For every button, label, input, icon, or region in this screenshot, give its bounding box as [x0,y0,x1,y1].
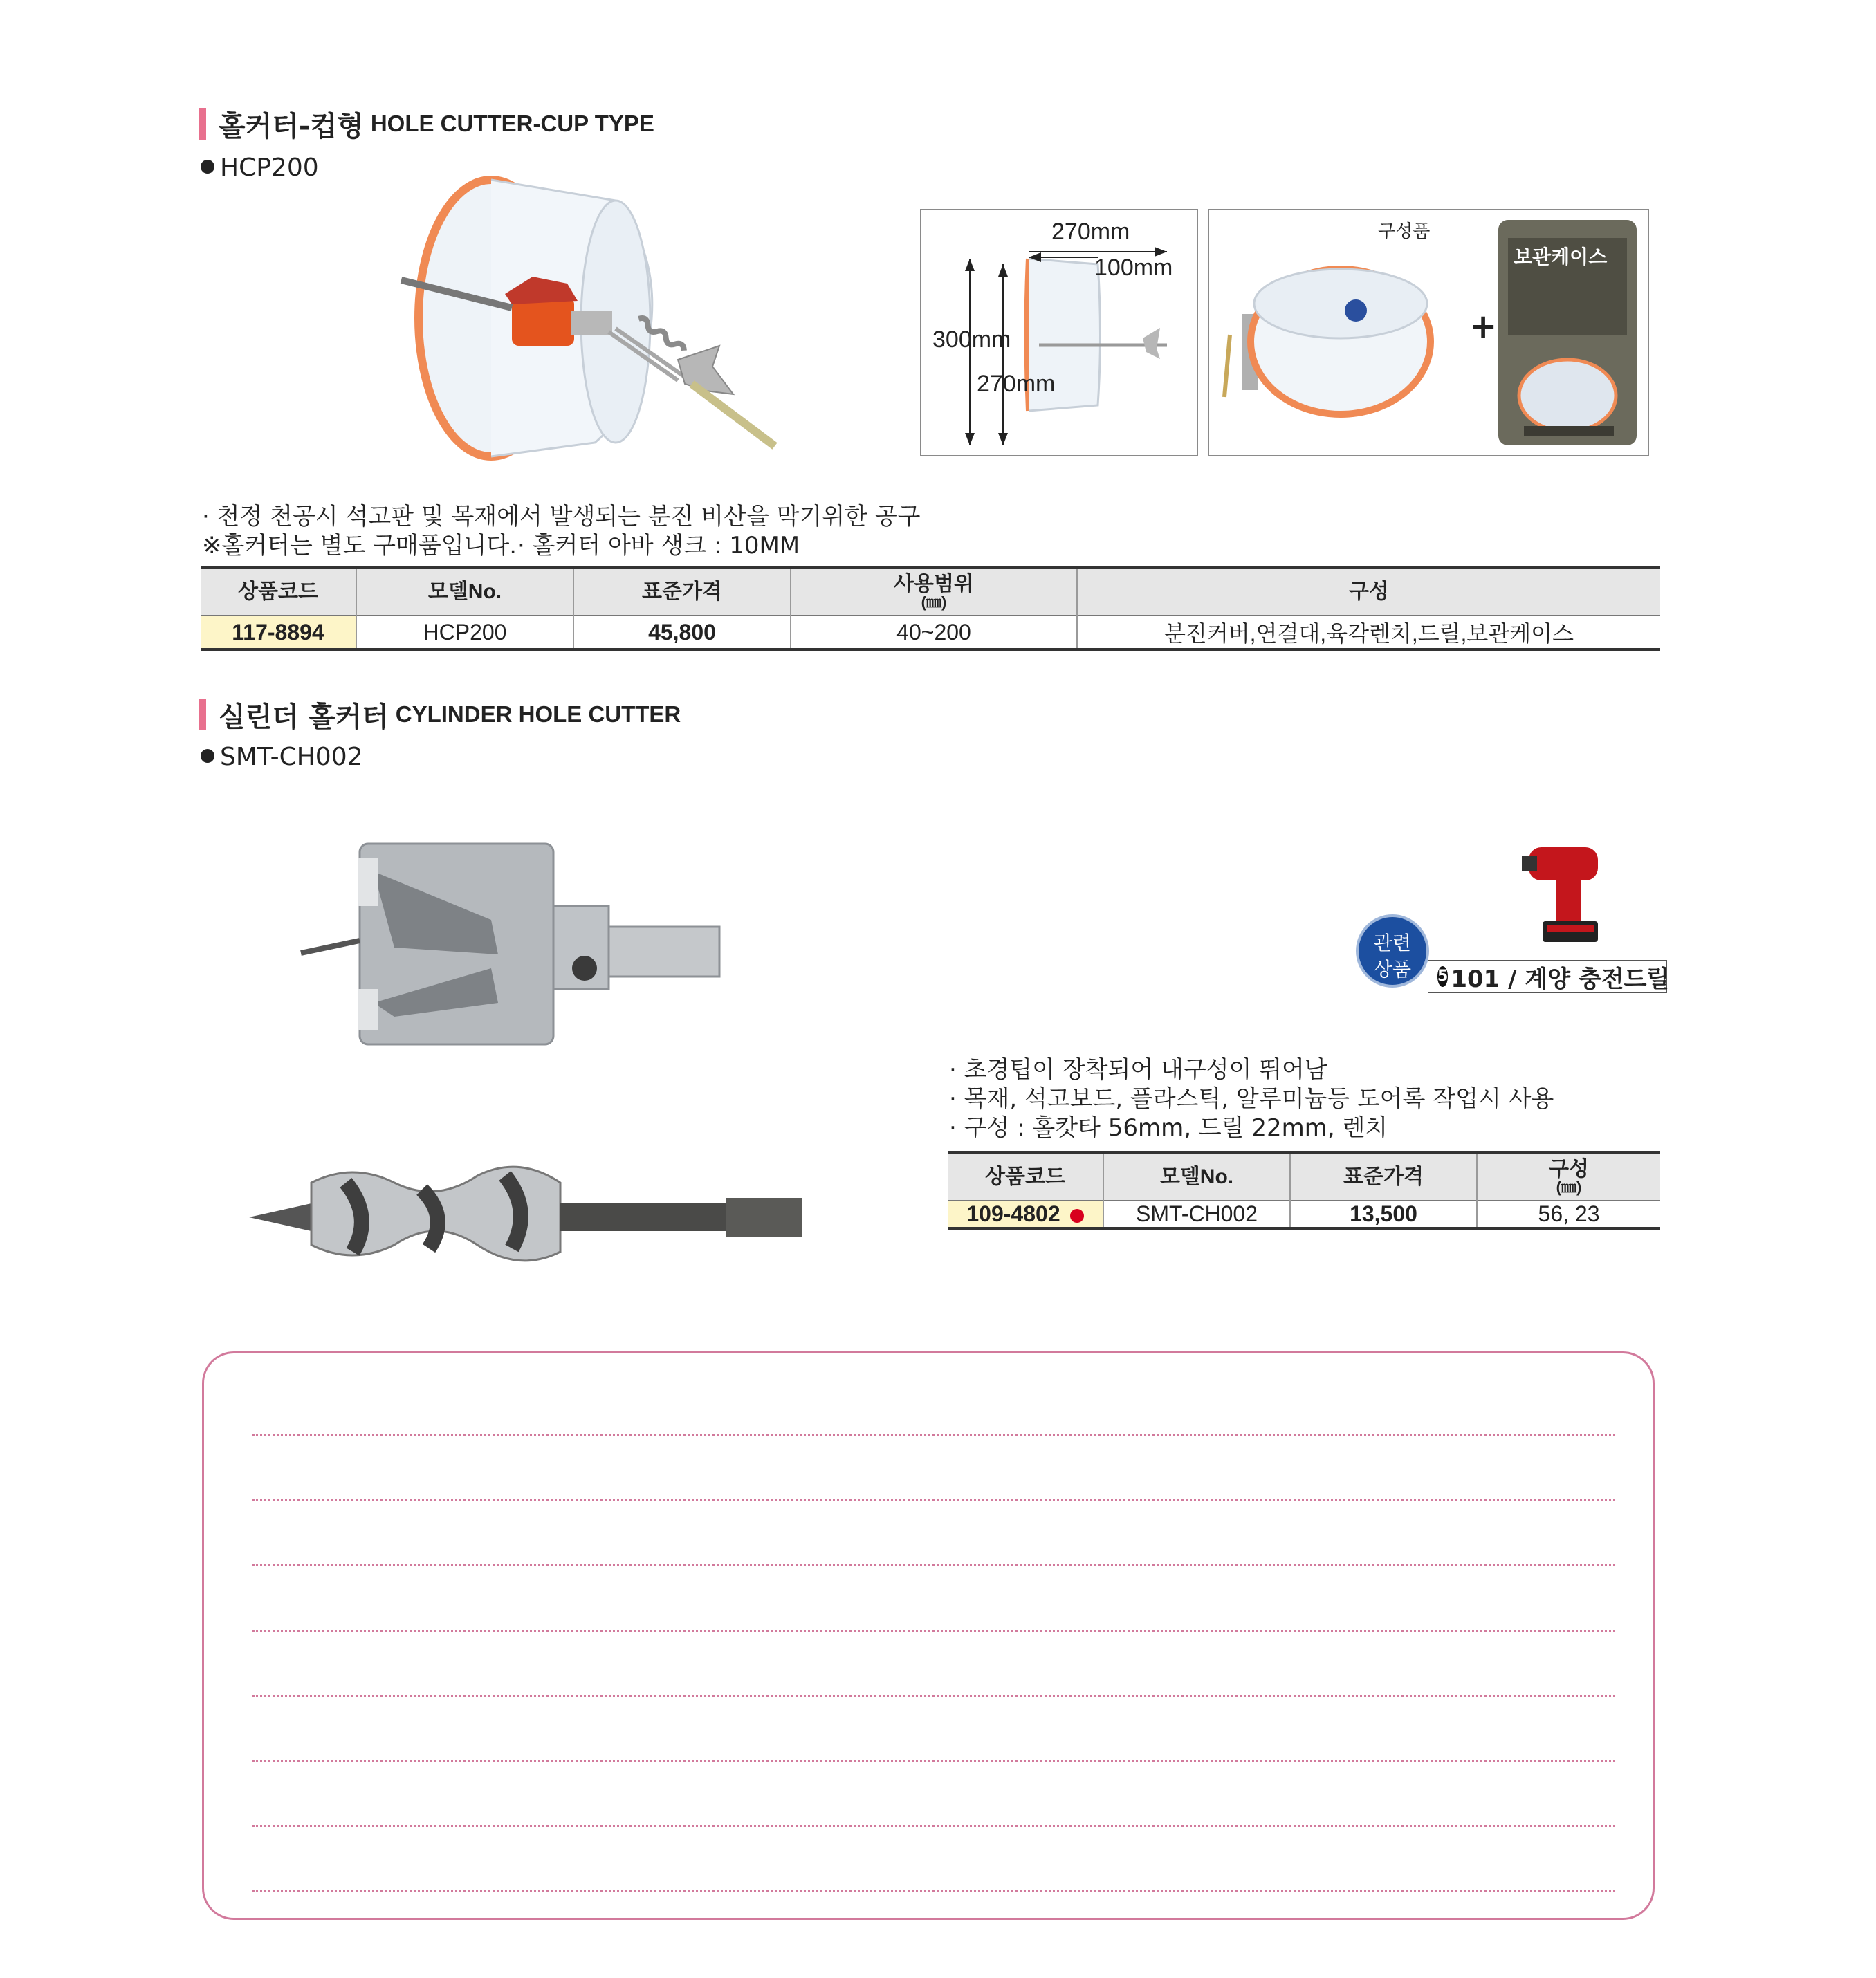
memo-line [252,1760,1615,1762]
page-number-badge: 5 [1437,966,1448,987]
related-badge-circle [1356,914,1429,988]
header-composition-unit: (㎜) [1556,1178,1582,1196]
section1-desc-line3: · 홀커터 아바 생크 : 10MM [517,532,800,560]
auger-drill-image [242,1134,809,1286]
related-product-label [1428,960,1670,993]
cell-model: SMT-CH002 [1103,1201,1290,1228]
header-range [791,567,1077,616]
cell-price: 45,800 [573,616,791,649]
dim-width-label: 270mm [1051,219,1130,245]
hole-cutter-cup-image [387,159,789,470]
components-label: 구성품 [1378,221,1431,242]
bullet-icon [201,749,214,763]
section1-desc-line2: ※홀커터는 별도 구매품입니다. [202,532,517,560]
header-model: 모델No. [356,567,573,616]
cylinder-hole-cutter-image [291,830,775,1086]
plus-icon: + [1469,307,1498,346]
related-label-1: 관련 [1373,932,1412,954]
related-product-text: 101 / 계양 충전드릴 [1451,965,1670,993]
header-price: 표준가격 [1290,1152,1477,1201]
bullet-icon [201,160,214,174]
header-range-label: 사용범위 [894,572,974,595]
section2-desc-line1: · 초경팁이 장착되어 내구성이 뛰어남 [949,1056,1327,1084]
section1-title-ko: 홀커터-컵형 [219,110,364,142]
table-row [201,616,1660,649]
section1-model [201,154,319,182]
title-accent-bar [199,108,206,140]
header-model: 모델No. [1103,1152,1290,1201]
section2-desc-line2: · 목재, 석고보드, 플라스틱, 알루미늄등 도어록 작업시 사용 [949,1085,1554,1113]
related-label-2: 상품 [1373,958,1412,981]
section2-spec-table [948,1151,1660,1230]
memo-box [202,1351,1655,1920]
header-code: 상품코드 [948,1152,1103,1201]
title-accent-bar [199,699,206,730]
section2-title [199,697,681,732]
cell-model: HCP200 [356,616,573,649]
memo-line [252,1630,1615,1632]
cell-code-text: 109-4802 [966,1201,1060,1226]
cell-composition: 분진커버,연결대,육각렌치,드릴,보관케이스 [1077,616,1660,649]
header-composition [1477,1152,1660,1201]
section2-model-text: SMT-CH002 [220,743,363,771]
section1-model-text: HCP200 [220,154,319,182]
section1-desc-line1: · 천정 천공시 석고판 및 목재에서 발생되는 분진 비산을 막기위한 공구 [202,503,921,530]
header-range-unit: (㎜) [921,593,947,611]
cell-range: 40~200 [791,616,1077,649]
section1-title [199,107,654,141]
memo-line [252,1695,1615,1697]
dimension-diagram [920,209,1198,456]
dim-inner-label: 270mm [977,371,1056,397]
components-box [1208,209,1649,456]
header-composition-label: 구성 [1549,1157,1589,1181]
memo-line [252,1499,1615,1501]
section1-title-en: HOLE CUTTER-CUP TYPE [370,111,654,136]
section2-title-ko: 실린더 홀커터 [219,701,389,733]
cell-price: 13,500 [1290,1201,1477,1228]
header-price: 표준가격 [573,567,791,616]
case-label: 보관케이스 [1514,246,1608,268]
cell-composition: 56, 23 [1477,1201,1660,1228]
table-row [948,1201,1660,1228]
header-code: 상품코드 [201,567,356,616]
cordless-drill-image [1522,837,1612,948]
dim-depth-label: 100mm [1094,255,1173,281]
memo-line [252,1434,1615,1436]
new-item-dot-icon [1070,1209,1084,1223]
dim-outer-label: 300mm [932,326,1011,353]
section2-model [201,743,363,771]
cell-code [948,1201,1103,1228]
memo-line [252,1564,1615,1566]
section1-spec-table [201,566,1660,651]
memo-line [252,1890,1615,1892]
section2-desc-line3: · 구성 : 홀캇타 56mm, 드릴 22mm, 렌치 [949,1114,1388,1142]
header-composition: 구성 [1077,567,1660,616]
section2-title-en: CYLINDER HOLE CUTTER [395,701,681,727]
cell-code: 117-8894 [201,616,356,649]
memo-line [252,1825,1615,1827]
